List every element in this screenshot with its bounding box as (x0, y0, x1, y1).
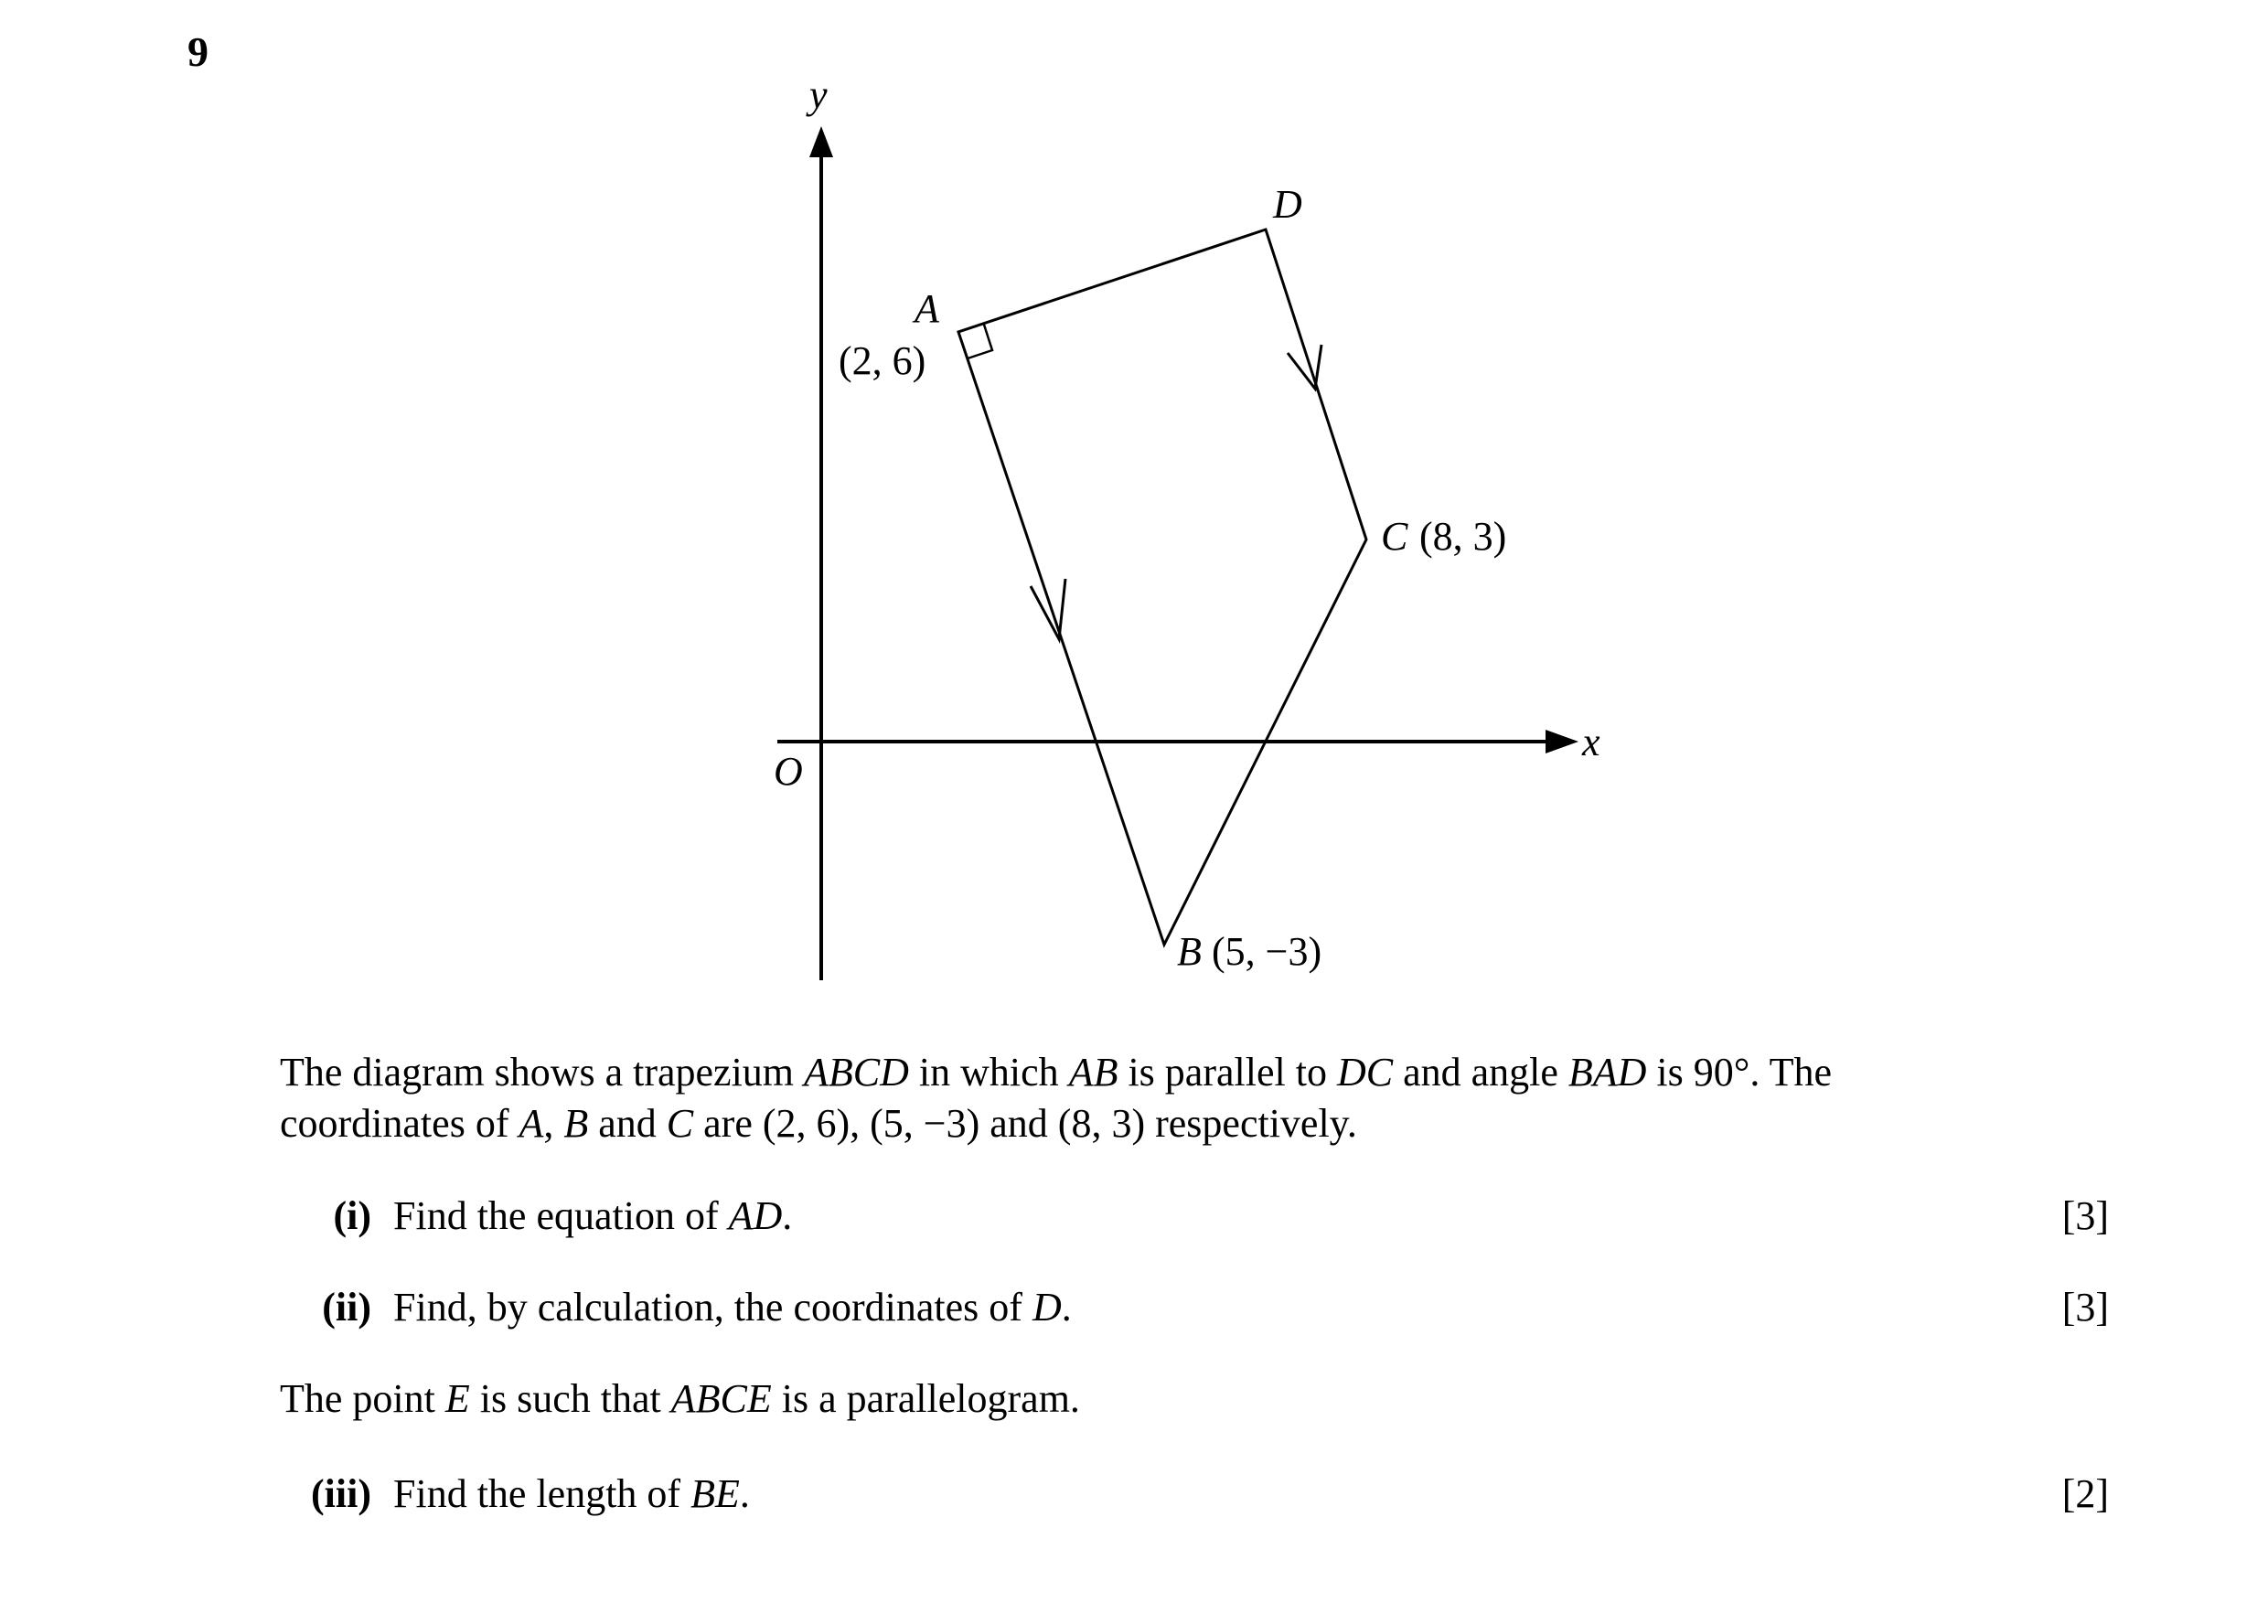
point-d-label: D (1273, 182, 1302, 227)
point-a-label: A (915, 286, 939, 331)
x-axis-arrowhead (1546, 730, 1578, 753)
point-b-label: B (1177, 929, 1202, 974)
y-axis-label: y (809, 72, 828, 117)
point-c-coords: (8, 3) (1419, 514, 1507, 559)
part-iii-marks: [2] (2061, 1471, 2109, 1516)
part-i-marks: [3] (2061, 1193, 2109, 1238)
part-ii: (ii) Find, by calculation, the coordinates of D. [3] (280, 1282, 2109, 1333)
origin-label: O (774, 749, 803, 794)
question-number: 9 (187, 28, 209, 75)
intro-paragraph: The diagram shows a trapezium ABCD in which AB is parallel to DC and angle BAD is 90°. The coordinates of A, B and C are (2, 6), (5, −3) and (8, 3) respectively. (280, 1050, 1832, 1146)
part-iii: (iii) Find the length of BE. [2] (280, 1469, 2109, 1520)
right-angle-marker (968, 325, 992, 358)
point-c-label: C (1381, 514, 1408, 559)
part-iii-label: (iii) (311, 1471, 371, 1516)
part-ii-label: (ii) (322, 1285, 371, 1330)
part-i-label: (i) (333, 1193, 371, 1238)
point-a-coords: (2, 6) (839, 338, 926, 383)
parallelogram-statement: The point E is such that ABCE is a parallelogram. (280, 1376, 1080, 1421)
parallel-arrow-ab (1031, 579, 1065, 639)
part-ii-marks: [3] (2061, 1285, 2109, 1330)
trapezium-abcd (958, 230, 1366, 945)
x-axis-label: x (1582, 720, 1600, 764)
part-i: (i) Find the equation of AD. [3] (280, 1191, 2109, 1242)
y-axis-arrowhead (809, 126, 833, 157)
point-b-coords: (5, −3) (1212, 929, 1322, 974)
